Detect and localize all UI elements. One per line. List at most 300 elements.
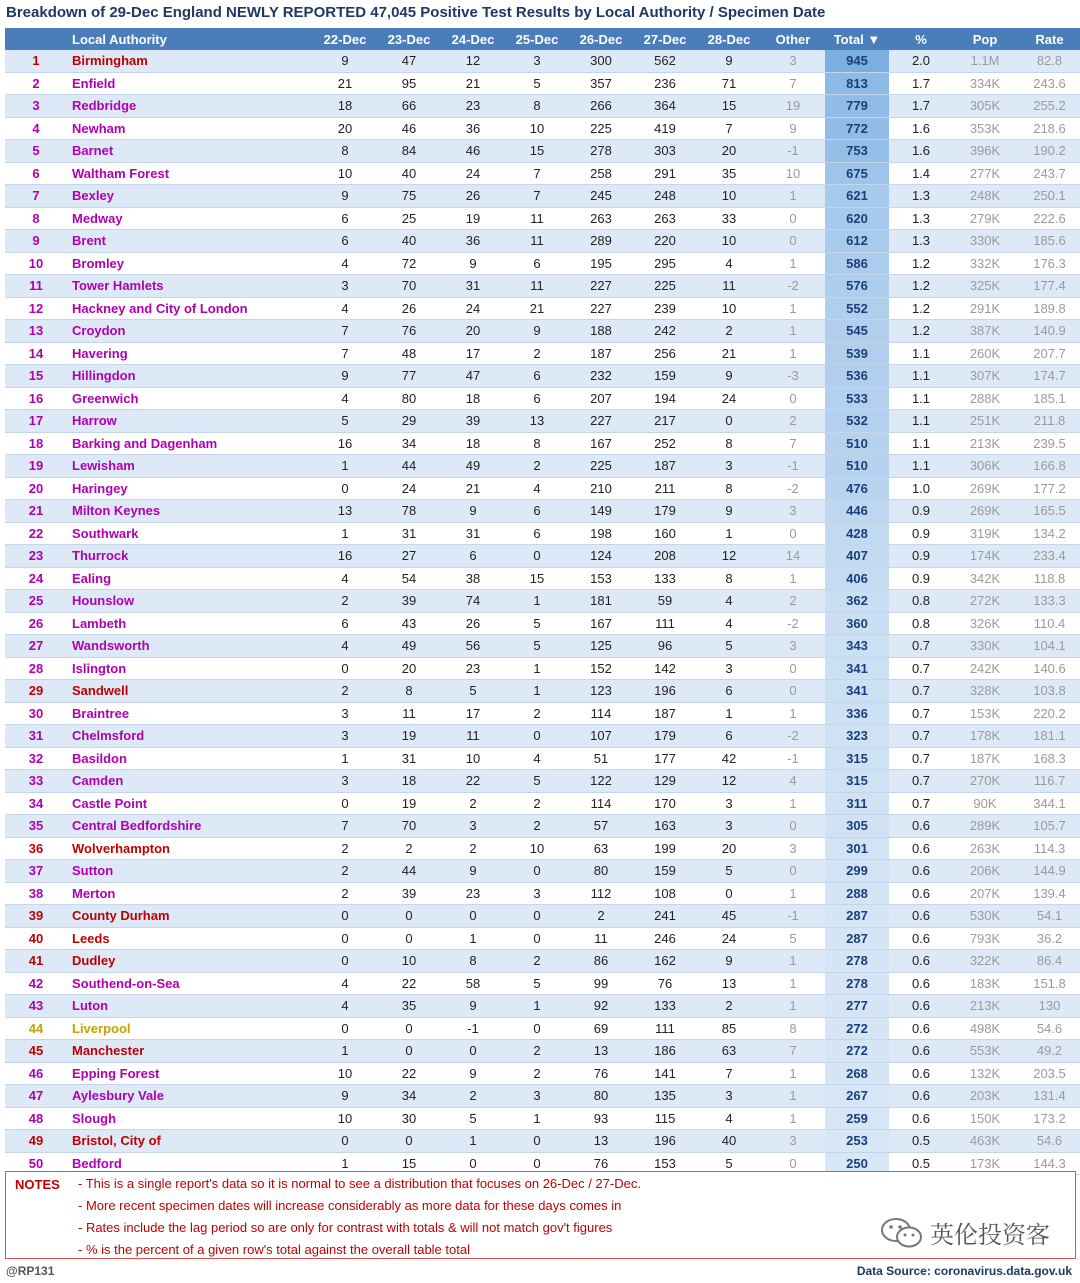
cell-d25: 7 — [505, 185, 569, 208]
cell-d26: 69 — [569, 1017, 633, 1040]
cell-total: 268 — [825, 1062, 889, 1085]
cell-d27: 177 — [633, 747, 697, 770]
cell-pct: 1.1 — [889, 455, 953, 478]
cell-d26: 227 — [569, 410, 633, 433]
cell-d26: 289 — [569, 230, 633, 253]
cell-other: 8 — [761, 1017, 825, 1040]
cell-d24: 9 — [441, 995, 505, 1018]
cell-d27: 252 — [633, 432, 697, 455]
cell-pop: 307K — [953, 365, 1017, 388]
table-row — [5, 635, 1080, 658]
cell-name: Birmingham — [67, 50, 313, 72]
cell-other: 1 — [761, 792, 825, 815]
cell-name: Thurrock — [67, 545, 313, 568]
cell-pct: 0.6 — [889, 995, 953, 1018]
cell-total: 343 — [825, 635, 889, 658]
cell-pct: 0.6 — [889, 1107, 953, 1130]
cell-d24: 17 — [441, 342, 505, 365]
cell-d22: 8 — [313, 140, 377, 163]
cell-total: 305 — [825, 815, 889, 838]
cell-d27: 129 — [633, 770, 697, 793]
cell-rank: 26 — [5, 612, 67, 635]
cell-d28: 5 — [697, 1152, 761, 1175]
cell-d22: 0 — [313, 1017, 377, 1040]
cell-rank: 36 — [5, 837, 67, 860]
col-header-24-dec[interactable]: 24-Dec — [441, 28, 505, 50]
cell-other: -1 — [761, 140, 825, 163]
cell-d25: 7 — [505, 162, 569, 185]
cell-d27: 159 — [633, 365, 697, 388]
cell-d28: 9 — [697, 365, 761, 388]
cell-pop: 334K — [953, 72, 1017, 95]
cell-name: County Durham — [67, 905, 313, 928]
cell-pct: 1.2 — [889, 275, 953, 298]
cell-d27: 303 — [633, 140, 697, 163]
cell-d26: 225 — [569, 117, 633, 140]
cell-rate: 181.1 — [1017, 725, 1080, 748]
note-line: - Rates include the lag period so are only for contrast with totals & will not match gov't figures — [78, 1220, 613, 1235]
cell-rate: 144.3 — [1017, 1152, 1080, 1175]
cell-d26: 278 — [569, 140, 633, 163]
cell-name: Milton Keynes — [67, 500, 313, 523]
cell-other: -1 — [761, 747, 825, 770]
cell-rate: 211.8 — [1017, 410, 1080, 433]
cell-d28: 8 — [697, 477, 761, 500]
cell-d24: 18 — [441, 432, 505, 455]
cell-pop: 206K — [953, 860, 1017, 883]
cell-pct: 0.6 — [889, 1062, 953, 1085]
cell-name: Merton — [67, 882, 313, 905]
cell-total: 407 — [825, 545, 889, 568]
table-row — [5, 342, 1080, 365]
cell-rank: 12 — [5, 297, 67, 320]
cell-total: 612 — [825, 230, 889, 253]
table-row — [5, 1040, 1080, 1063]
cell-other: -2 — [761, 725, 825, 748]
cell-d27: 153 — [633, 1152, 697, 1175]
cell-d27: 220 — [633, 230, 697, 253]
table-row — [5, 252, 1080, 275]
cell-pop: 342K — [953, 567, 1017, 590]
cell-d24: 9 — [441, 1062, 505, 1085]
cell-d28: 12 — [697, 770, 761, 793]
cell-d23: 0 — [377, 1017, 441, 1040]
cell-d22: 2 — [313, 860, 377, 883]
cell-d25: 10 — [505, 117, 569, 140]
local-authority-table — [5, 28, 1080, 1175]
cell-d27: 256 — [633, 342, 697, 365]
table-row — [5, 545, 1080, 568]
cell-total: 301 — [825, 837, 889, 860]
cell-rank: 48 — [5, 1107, 67, 1130]
cell-d24: 31 — [441, 522, 505, 545]
cell-other: 2 — [761, 410, 825, 433]
cell-d26: 80 — [569, 860, 633, 883]
cell-d26: 187 — [569, 342, 633, 365]
col-header-22-dec[interactable]: 22-Dec — [313, 28, 377, 50]
cell-d23: 31 — [377, 747, 441, 770]
cell-pop: 396K — [953, 140, 1017, 163]
cell-pct: 0.6 — [889, 950, 953, 973]
cell-d23: 44 — [377, 860, 441, 883]
cell-rate: 103.8 — [1017, 680, 1080, 703]
cell-d28: 2 — [697, 320, 761, 343]
cell-rate: 239.5 — [1017, 432, 1080, 455]
cell-d26: 225 — [569, 455, 633, 478]
cell-d28: 4 — [697, 1107, 761, 1130]
cell-d24: 0 — [441, 1040, 505, 1063]
cell-d23: 11 — [377, 702, 441, 725]
cell-total: 253 — [825, 1130, 889, 1153]
cell-rank: 11 — [5, 275, 67, 298]
cell-d28: 11 — [697, 275, 761, 298]
table-row — [5, 612, 1080, 635]
cell-pct: 0.6 — [889, 972, 953, 995]
cell-d23: 76 — [377, 320, 441, 343]
cell-rank: 41 — [5, 950, 67, 973]
cell-d25: 4 — [505, 477, 569, 500]
cell-d25: 2 — [505, 1062, 569, 1085]
cell-pop: 242K — [953, 657, 1017, 680]
cell-d28: 9 — [697, 50, 761, 72]
cell-other: 1 — [761, 995, 825, 1018]
note-line: - % is the percent of a given row's total against the overall table total — [78, 1242, 470, 1257]
cell-other: 1 — [761, 1085, 825, 1108]
cell-d24: 39 — [441, 410, 505, 433]
cell-d22: 3 — [313, 770, 377, 793]
cell-pop: 90K — [953, 792, 1017, 815]
cell-total: 288 — [825, 882, 889, 905]
cell-other: 0 — [761, 230, 825, 253]
cell-d23: 70 — [377, 815, 441, 838]
cell-d27: 263 — [633, 207, 697, 230]
cell-pop: 251K — [953, 410, 1017, 433]
cell-rank: 27 — [5, 635, 67, 658]
cell-name: Liverpool — [67, 1017, 313, 1040]
cell-rank: 8 — [5, 207, 67, 230]
cell-d28: 12 — [697, 545, 761, 568]
cell-d28: 9 — [697, 950, 761, 973]
cell-name: Ealing — [67, 567, 313, 590]
table-row — [5, 1085, 1080, 1108]
cell-d22: 5 — [313, 410, 377, 433]
cell-pop: 150K — [953, 1107, 1017, 1130]
cell-d23: 70 — [377, 275, 441, 298]
cell-rank: 10 — [5, 252, 67, 275]
cell-d25: 4 — [505, 747, 569, 770]
cell-d25: 5 — [505, 635, 569, 658]
cell-d28: 45 — [697, 905, 761, 928]
cell-pct: 1.4 — [889, 162, 953, 185]
cell-d28: 24 — [697, 387, 761, 410]
cell-d23: 0 — [377, 905, 441, 928]
table-row — [5, 972, 1080, 995]
cell-d28: 3 — [697, 455, 761, 478]
cell-pop: 326K — [953, 612, 1017, 635]
cell-other: 0 — [761, 657, 825, 680]
cell-d23: 0 — [377, 1130, 441, 1153]
cell-d22: 0 — [313, 927, 377, 950]
cell-d23: 47 — [377, 50, 441, 72]
table-row — [5, 117, 1080, 140]
cell-d24: -1 — [441, 1017, 505, 1040]
col-header-23-dec[interactable]: 23-Dec — [377, 28, 441, 50]
col-header-26-dec[interactable]: 26-Dec — [569, 28, 633, 50]
cell-pop: 269K — [953, 477, 1017, 500]
cell-pop: 277K — [953, 162, 1017, 185]
cell-d28: 3 — [697, 815, 761, 838]
table-row — [5, 815, 1080, 838]
cell-d24: 9 — [441, 860, 505, 883]
cell-name: Enfield — [67, 72, 313, 95]
cell-name: Southwark — [67, 522, 313, 545]
cell-rate: 168.3 — [1017, 747, 1080, 770]
cell-rank: 22 — [5, 522, 67, 545]
cell-d23: 72 — [377, 252, 441, 275]
cell-name: Castle Point — [67, 792, 313, 815]
cell-d23: 29 — [377, 410, 441, 433]
cell-d28: 10 — [697, 297, 761, 320]
cell-rank: 32 — [5, 747, 67, 770]
cell-d24: 58 — [441, 972, 505, 995]
table-row — [5, 230, 1080, 253]
cell-d26: 300 — [569, 50, 633, 72]
cell-d27: 115 — [633, 1107, 697, 1130]
table-row — [5, 702, 1080, 725]
cell-rate: 140.9 — [1017, 320, 1080, 343]
cell-d25: 5 — [505, 72, 569, 95]
col-header-percent[interactable]: % — [889, 28, 953, 50]
cell-d22: 2 — [313, 590, 377, 613]
cell-d22: 4 — [313, 635, 377, 658]
cell-d26: 167 — [569, 612, 633, 635]
cell-name: Greenwich — [67, 387, 313, 410]
cell-name: Slough — [67, 1107, 313, 1130]
cell-d22: 3 — [313, 725, 377, 748]
cell-pop: 272K — [953, 590, 1017, 613]
cell-rank: 29 — [5, 680, 67, 703]
cell-total: 406 — [825, 567, 889, 590]
cell-pop: 248K — [953, 185, 1017, 208]
cell-name: Tower Hamlets — [67, 275, 313, 298]
cell-d25: 5 — [505, 972, 569, 995]
col-header-rate[interactable]: Rate — [1017, 28, 1080, 50]
cell-rate: 54.1 — [1017, 905, 1080, 928]
cell-d26: 63 — [569, 837, 633, 860]
cell-total: 323 — [825, 725, 889, 748]
cell-d23: 80 — [377, 387, 441, 410]
cell-rate: 177.2 — [1017, 477, 1080, 500]
cell-d27: 208 — [633, 545, 697, 568]
cell-total: 539 — [825, 342, 889, 365]
cell-pct: 0.9 — [889, 567, 953, 590]
cell-name: Havering — [67, 342, 313, 365]
table-row — [5, 770, 1080, 793]
cell-rate: 54.6 — [1017, 1130, 1080, 1153]
cell-rank: 37 — [5, 860, 67, 883]
cell-d26: 112 — [569, 882, 633, 905]
cell-d22: 16 — [313, 545, 377, 568]
cell-rank: 46 — [5, 1062, 67, 1085]
cell-d24: 36 — [441, 230, 505, 253]
cell-d24: 1 — [441, 927, 505, 950]
cell-total: 272 — [825, 1017, 889, 1040]
col-header-local-authority[interactable]: Local Authority — [67, 28, 313, 50]
cell-d26: 266 — [569, 95, 633, 118]
cell-name: Croydon — [67, 320, 313, 343]
cell-pop: 269K — [953, 500, 1017, 523]
cell-rate: 176.3 — [1017, 252, 1080, 275]
table-row — [5, 500, 1080, 523]
cell-other: 3 — [761, 837, 825, 860]
cell-d27: 196 — [633, 1130, 697, 1153]
cell-d22: 16 — [313, 432, 377, 455]
cell-d26: 76 — [569, 1062, 633, 1085]
cell-d22: 9 — [313, 185, 377, 208]
cell-name: Bexley — [67, 185, 313, 208]
cell-d25: 0 — [505, 725, 569, 748]
cell-d23: 43 — [377, 612, 441, 635]
cell-pct: 1.2 — [889, 320, 953, 343]
table-row — [5, 207, 1080, 230]
table-row — [5, 1062, 1080, 1085]
cell-pct: 1.6 — [889, 117, 953, 140]
cell-other: 1 — [761, 950, 825, 973]
cell-name: Camden — [67, 770, 313, 793]
cell-rank: 28 — [5, 657, 67, 680]
cell-d23: 48 — [377, 342, 441, 365]
col-header-total-sorted[interactable]: Total ▼ — [825, 28, 889, 50]
cell-d22: 1 — [313, 455, 377, 478]
cell-pop: 203K — [953, 1085, 1017, 1108]
cell-d28: 7 — [697, 117, 761, 140]
cell-rate: 203.5 — [1017, 1062, 1080, 1085]
cell-d22: 6 — [313, 207, 377, 230]
cell-d28: 13 — [697, 972, 761, 995]
cell-d23: 77 — [377, 365, 441, 388]
cell-d28: 40 — [697, 1130, 761, 1153]
cell-d25: 8 — [505, 95, 569, 118]
cell-d24: 23 — [441, 95, 505, 118]
col-header-other[interactable]: Other — [761, 28, 825, 50]
cell-pct: 0.5 — [889, 1152, 953, 1175]
cell-rank: 44 — [5, 1017, 67, 1040]
cell-d25: 2 — [505, 455, 569, 478]
cell-rank: 43 — [5, 995, 67, 1018]
cell-d27: 241 — [633, 905, 697, 928]
cell-d28: 20 — [697, 837, 761, 860]
cell-d28: 3 — [697, 1085, 761, 1108]
cell-rank: 34 — [5, 792, 67, 815]
cell-d24: 5 — [441, 680, 505, 703]
cell-d27: 96 — [633, 635, 697, 658]
cell-d25: 1 — [505, 680, 569, 703]
cell-rate: 174.7 — [1017, 365, 1080, 388]
cell-pop: 463K — [953, 1130, 1017, 1153]
cell-name: Sutton — [67, 860, 313, 883]
table-row — [5, 792, 1080, 815]
cell-other: 1 — [761, 567, 825, 590]
table-row — [5, 410, 1080, 433]
cell-pct: 0.6 — [889, 860, 953, 883]
cell-d26: 107 — [569, 725, 633, 748]
cell-d24: 12 — [441, 50, 505, 72]
cell-total: 341 — [825, 680, 889, 703]
col-header-27-dec[interactable]: 27-Dec — [633, 28, 697, 50]
cell-other: 4 — [761, 770, 825, 793]
cell-d28: 35 — [697, 162, 761, 185]
watermark-text: 英伦投资客 — [930, 1222, 1050, 1249]
cell-rate: 140.6 — [1017, 657, 1080, 680]
cell-rate: 233.4 — [1017, 545, 1080, 568]
cell-pct: 1.1 — [889, 410, 953, 433]
report-title: Breakdown of 29-Dec England NEWLY REPORTED 47,045 Positive Test Results by Local Authority / Specimen Date — [6, 4, 826, 21]
cell-d28: 10 — [697, 230, 761, 253]
cell-rate: 190.2 — [1017, 140, 1080, 163]
cell-pct: 1.2 — [889, 252, 953, 275]
col-header-28-dec[interactable]: 28-Dec — [697, 28, 761, 50]
cell-d26: 2 — [569, 905, 633, 928]
cell-other: -1 — [761, 905, 825, 928]
cell-name: Haringey — [67, 477, 313, 500]
cell-d25: 1 — [505, 995, 569, 1018]
table-row — [5, 927, 1080, 950]
cell-d22: 4 — [313, 567, 377, 590]
cell-total: 552 — [825, 297, 889, 320]
cell-d23: 0 — [377, 1040, 441, 1063]
table-row — [5, 477, 1080, 500]
cell-pct: 1.7 — [889, 72, 953, 95]
cell-pop: 1.1M — [953, 50, 1017, 72]
cell-pct: 1.1 — [889, 387, 953, 410]
cell-d27: 141 — [633, 1062, 697, 1085]
table-row — [5, 320, 1080, 343]
cell-d28: 10 — [697, 185, 761, 208]
cell-rate: 218.6 — [1017, 117, 1080, 140]
cell-other: 0 — [761, 815, 825, 838]
cell-d26: 80 — [569, 1085, 633, 1108]
col-header-25-dec[interactable]: 25-Dec — [505, 28, 569, 50]
col-header-pop[interactable]: Pop — [953, 28, 1017, 50]
cell-d26: 93 — [569, 1107, 633, 1130]
cell-rank: 14 — [5, 342, 67, 365]
cell-name: Hackney and City of London — [67, 297, 313, 320]
cell-d24: 8 — [441, 950, 505, 973]
cell-name: Lewisham — [67, 455, 313, 478]
cell-total: 272 — [825, 1040, 889, 1063]
cell-total: 446 — [825, 500, 889, 523]
cell-other: -2 — [761, 612, 825, 635]
cell-rate: 54.6 — [1017, 1017, 1080, 1040]
cell-name: Medway — [67, 207, 313, 230]
cell-rank: 49 — [5, 1130, 67, 1153]
cell-other: 0 — [761, 387, 825, 410]
cell-pct: 0.6 — [889, 837, 953, 860]
cell-pop: 332K — [953, 252, 1017, 275]
cell-total: 533 — [825, 387, 889, 410]
cell-d22: 9 — [313, 50, 377, 72]
cell-d23: 84 — [377, 140, 441, 163]
cell-d25: 3 — [505, 1085, 569, 1108]
cell-total: 278 — [825, 950, 889, 973]
cell-name: Chelmsford — [67, 725, 313, 748]
cell-rank: 3 — [5, 95, 67, 118]
watermark-brand — [880, 1215, 1050, 1250]
cell-d27: 199 — [633, 837, 697, 860]
cell-d27: 135 — [633, 1085, 697, 1108]
cell-pop: 553K — [953, 1040, 1017, 1063]
cell-d27: 248 — [633, 185, 697, 208]
